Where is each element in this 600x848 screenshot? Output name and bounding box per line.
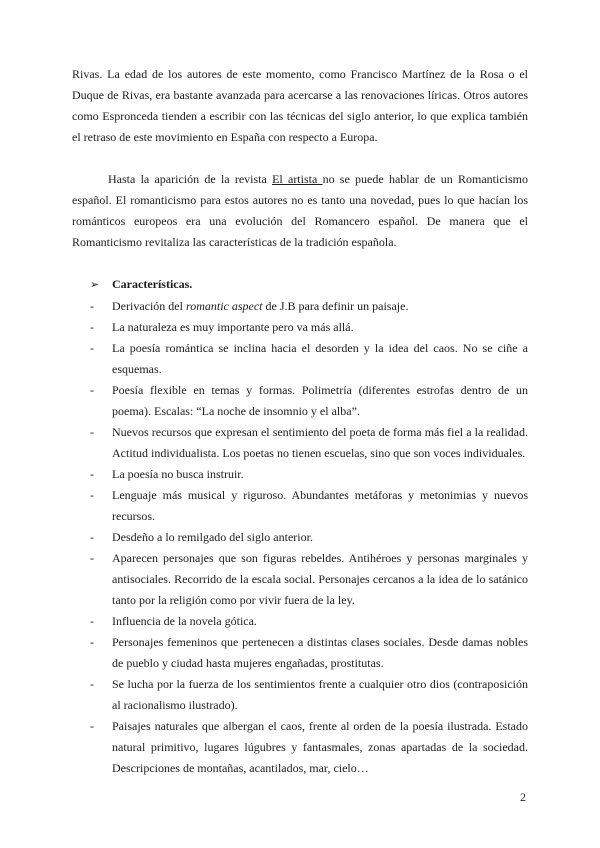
dash-bullet: - [90,467,94,481]
list-item [72,527,528,548]
list-item [72,485,528,527]
list-item [72,317,528,338]
bullet-text: de J.B para definir un paisaje. [262,299,409,313]
list-item [72,674,528,716]
bullet-text: Aparecen personajes que son figuras rebeldes. Antihéroes y personas marginales y antisociales. Recorrido de la escala social. Personajes cercanos a la idea de lo satánico tanto por la religión como por vivir fuera de la ley. [112,551,528,607]
bullet-text: La naturaleza es muy importante pero va más allá. [112,320,354,334]
page-number: 2 [520,790,526,804]
bullet-text: La poesía romántica se inclina hacia el desorden y la idea del caos. No se ciñe a esquemas. [112,341,528,376]
dash-bullet: - [90,488,94,502]
bullet-text: Nuevos recursos que expresan el sentimiento del poeta de forma más fiel a la realidad. Actitud individualista. Los poetas no tienen escuelas, sino que son voces individuales. [112,425,528,460]
section-heading [72,274,528,296]
paragraph-2-text-before: Hasta la aparición de la revista [108,172,273,186]
arrow-bullet-icon: ➢ [90,279,100,291]
dash-bullet: - [90,320,94,334]
dash-bullet: - [90,614,94,628]
list-item [72,422,528,464]
list-item [72,611,528,632]
bullet-text: Desdeño a lo remilgado del siglo anterior. [112,530,313,544]
dash-bullet: - [90,719,94,733]
list-item [72,296,528,317]
characteristics-list [72,296,528,779]
list-item [72,632,528,674]
list-item [72,548,528,611]
list-item [72,464,528,485]
dash-bullet: - [90,425,94,439]
paragraph-2-text-after: no se puede hablar de un Romanticismo español. El romanticismo para estos autores no es tanto una novedad, pues lo que hacían los románticos europeos era una evolución del Romancero español. De manera que el Romanticismo revitaliza las características de la tradición española. [72,172,528,249]
underlined-title: El artista [272,172,323,186]
paragraph-1-text: Rivas. La edad de los autores de este momento, como Francisco Martínez de la Rosa o el Duque de Rivas, era bastante avanzada para acercarse a las renovaciones líricas. Otros autores como Espronceda tienden a escribir con las técnicas del siglo anterior, lo que explica también el retraso de este movimiento en España con respecto a Europa. [72,67,528,144]
paragraph-2 [72,169,528,253]
dash-bullet: - [90,383,94,397]
list-item [72,380,528,422]
bullet-text: Derivación del [112,299,186,313]
dash-bullet: - [90,530,94,544]
list-item [72,338,528,380]
bullet-text: Influencia de la novela gótica. [112,614,257,628]
dash-bullet: - [90,341,94,355]
bullet-text: La poesía no busca instruir. [112,467,244,481]
section-heading-text: Características. [112,277,193,291]
bullet-text: Se lucha por la fuerza de los sentimientos frente a cualquier otro dios (contraposición al racionalismo ilustrado). [112,677,528,712]
bullet-text-italic: romantic aspect [185,299,263,313]
list-item [72,716,528,779]
dash-bullet: - [90,299,94,313]
bullet-text: Lenguaje más musical y riguroso. Abundantes metáforas y metonimias y nuevos recursos. [112,488,528,523]
bullet-text: Poesía flexible en temas y formas. Polimetría (diferentes estrofas dentro de un poema). Escalas: “La noche de insomnio y el alba”. [112,383,528,418]
paragraph-1 [72,64,528,148]
dash-bullet: - [90,551,94,565]
dash-bullet: - [90,635,94,649]
bullet-text: Personajes femeninos que pertenecen a distintas clases sociales. Desde damas nobles de pueblo y ciudad hasta mujeres engañadas, prostitutas. [112,635,528,670]
bullet-text: Paisajes naturales que albergan el caos, frente al orden de la poesía ilustrada. Estado natural primitivo, lugares lúgubres y fantasmales, zonas apartadas de la sociedad. Descripciones de montañas, acantilados, mar, cielo… [112,719,528,775]
dash-bullet: - [90,677,94,691]
